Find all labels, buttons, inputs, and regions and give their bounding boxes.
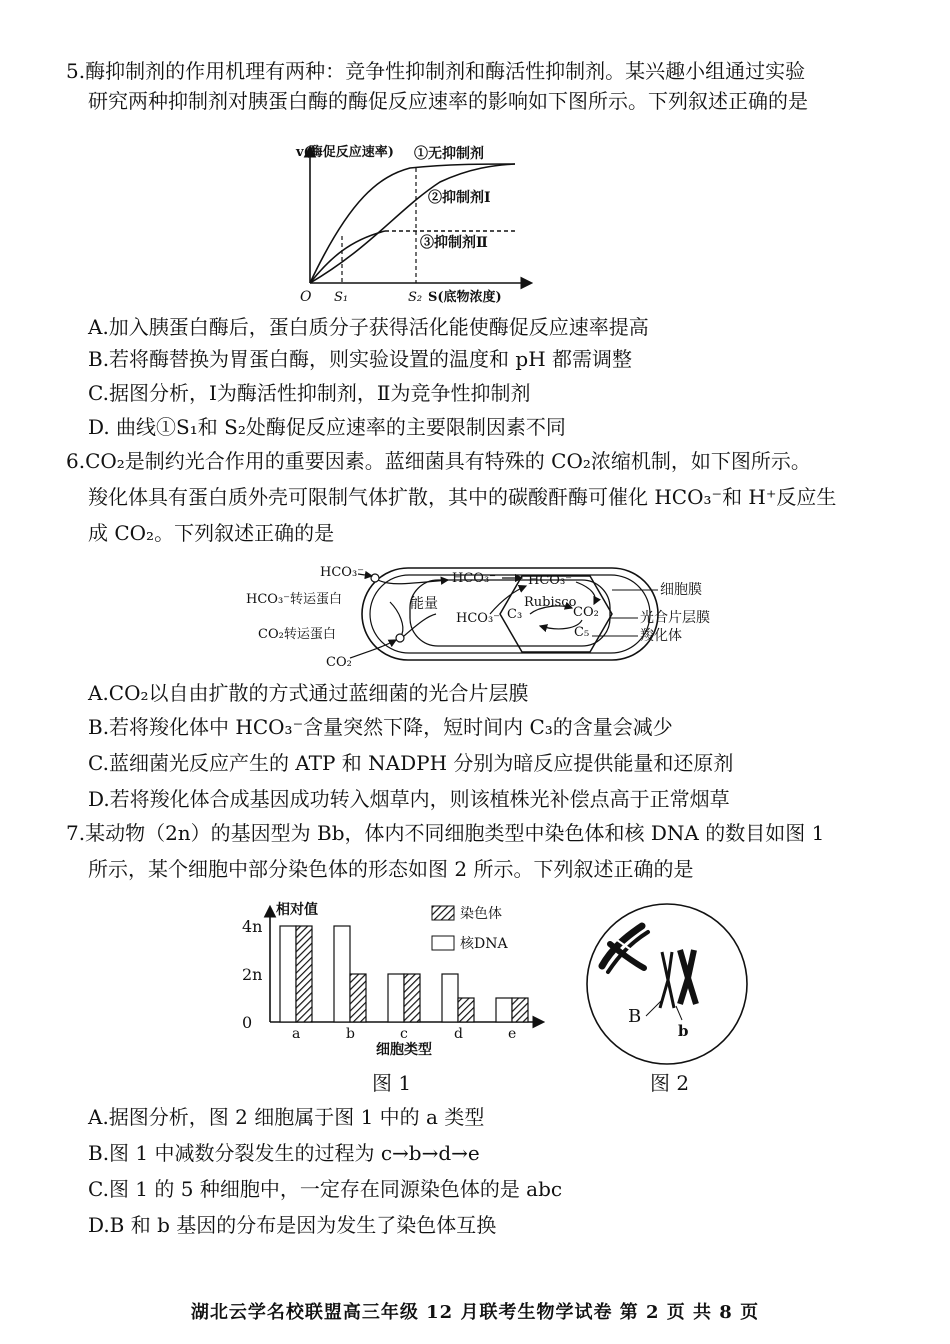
co2-outside: CO₂ bbox=[326, 655, 352, 670]
fig1-category-label-d: d bbox=[454, 1026, 463, 1042]
page-footer: 湖北云学名校联盟高三年级 12 月联考生物学试卷 第 2 页 共 8 页 bbox=[190, 1302, 760, 1323]
q6-stem-line1: 6.CO₂是制约光合作用的重要因素。蓝细菌具有特殊的 CO₂浓缩机制，如下图所示。 bbox=[66, 449, 811, 473]
q5-option-a: A.加入胰蛋白酶后，蛋白质分子获得活化能使酶促反应速率提高 bbox=[88, 315, 649, 339]
label-curve1: ①无抑制剂 bbox=[414, 146, 484, 162]
bar-dna-a bbox=[280, 926, 296, 1022]
hco3-thylakoid: HCO₃⁻ bbox=[456, 611, 501, 626]
q6-option-a: A.CO₂以自由扩散的方式通过蓝细菌的光合片层膜 bbox=[88, 681, 529, 705]
bar-dna-b bbox=[334, 926, 350, 1022]
q5-stem-line1: 5.酶抑制剂的作用机理有两种：竞争性抑制剂和酶活性抑制剂。某兴趣小组通过实验 bbox=[66, 59, 806, 83]
fig2-caption: 图 2 bbox=[650, 1071, 690, 1095]
q6-option-c: C.蓝细菌光反应产生的 ATP 和 NADPH 分别为暗反应提供能量和还原剂 bbox=[88, 751, 734, 775]
q7-option-d: D.B 和 b 基因的分布是因为发生了染色体互换 bbox=[88, 1213, 497, 1237]
energy-label: 能量 bbox=[410, 596, 438, 612]
label-curve2: ②抑制剂Ⅰ bbox=[428, 190, 491, 206]
bar-dna-c bbox=[388, 974, 404, 1022]
q7-figure1-bar-chart bbox=[236, 898, 566, 1060]
fig1-x-label: 细胞类型 bbox=[376, 1042, 432, 1058]
q7-stem-line1: 7.某动物（2n）的基因型为 Bb，体内不同细胞类型中染色体和核 DNA 的数目如图 1 bbox=[66, 821, 825, 845]
q7-option-a: A.据图分析，图 2 细胞属于图 1 中的 a 类型 bbox=[88, 1105, 485, 1129]
s1-label: S₁ bbox=[334, 290, 349, 305]
fig1-category-label-e: e bbox=[508, 1026, 517, 1042]
q6-stem-line3: 成 CO₂。下列叙述正确的是 bbox=[88, 521, 335, 545]
bar-chromosome-e bbox=[512, 998, 528, 1022]
q6-co2-concentration-diagram bbox=[240, 556, 730, 674]
q7-stem-line2: 所示，某个细胞中部分染色体的形态如图 2 所示。下列叙述正确的是 bbox=[88, 857, 694, 881]
hco3-transporter bbox=[371, 574, 379, 582]
legend-label-chromosome: 染色体 bbox=[460, 906, 502, 922]
legend-swatch-dna bbox=[432, 936, 454, 950]
fig1-y-label: 相对值 bbox=[276, 902, 318, 918]
cell-membrane-label: 细胞膜 bbox=[660, 582, 702, 598]
q5-stem-line2: 研究两种抑制剂对胰蛋白酶的酶促反应速率的影响如下图所示。下列叙述正确的是 bbox=[88, 89, 808, 113]
q5-option-b: B.若将酶替换为胃蛋白酶，则实验设置的温度和 pH 都需调整 bbox=[88, 347, 633, 371]
curve-no-inhibitor bbox=[310, 164, 515, 283]
q7-option-c: C.图 1 的 5 种细胞中，一定存在同源染色体的是 abc bbox=[88, 1177, 563, 1201]
q5-y-label: v(酶促反应速率) bbox=[296, 145, 394, 160]
gene-b-label: b bbox=[678, 1022, 689, 1040]
q7-figure2-cell bbox=[572, 896, 762, 1066]
q6-stem-line2: 羧化体具有蛋白质外壳可限制气体扩散，其中的碳酸酐酶可催化 HCO₃⁻和 H⁺反应生 bbox=[88, 485, 837, 509]
rubisco-label: Rubisco bbox=[524, 595, 577, 610]
homologous-pair-left bbox=[602, 926, 650, 972]
hco3-carboxysome: HCO₃⁻ bbox=[528, 573, 573, 588]
hco3-outside: HCO₃⁻ bbox=[320, 565, 365, 580]
q7-option-b: B.图 1 中减数分裂发生的过程为 c→b→d→e bbox=[88, 1141, 480, 1165]
q5-enzyme-rate-graph bbox=[290, 138, 550, 310]
carboxysome-label: 羧化体 bbox=[640, 628, 682, 644]
chromosome-b bbox=[680, 950, 696, 1004]
co2-transporter bbox=[396, 634, 404, 642]
s2-label: S₂ bbox=[408, 290, 423, 305]
fig1-caption: 图 1 bbox=[372, 1071, 412, 1095]
label-curve3: ③抑制剂Ⅱ bbox=[420, 235, 488, 251]
co2-transporter-label: CO₂转运蛋白 bbox=[258, 627, 336, 642]
fig1-category-label-c: c bbox=[400, 1026, 408, 1042]
c3-label: C₃ bbox=[507, 607, 523, 622]
bar-chromosome-a bbox=[296, 926, 312, 1022]
fig1-y-tick-label: 4n bbox=[242, 917, 263, 936]
bar-dna-d bbox=[442, 974, 458, 1022]
legend-swatch-chromosome bbox=[432, 906, 454, 920]
chromosome-B bbox=[660, 952, 674, 1008]
q6-option-d: D.若将羧化体合成基因成功转入烟草内，则该植株光补偿点高于正常烟草 bbox=[88, 787, 730, 811]
bar-dna-e bbox=[496, 998, 512, 1022]
hco3-transporter-label: HCO₃⁻转运蛋白 bbox=[246, 592, 343, 607]
origin-label: O bbox=[300, 289, 312, 305]
q5-option-d: D. 曲线①S₁和 S₂处酶促反应速率的主要限制因素不同 bbox=[88, 415, 566, 439]
fig1-category-label-b: b bbox=[346, 1026, 355, 1042]
bar-chromosome-b bbox=[350, 974, 366, 1022]
bar-chromosome-c bbox=[404, 974, 420, 1022]
q6-option-b: B.若将羧化体中 HCO₃⁻含量突然下降，短时间内 C₃的含量会减少 bbox=[88, 715, 673, 739]
bar-chromosome-d bbox=[458, 998, 474, 1022]
q5-option-c: C.据图分析，Ⅰ为酶活性抑制剂，Ⅱ为竞争性抑制剂 bbox=[88, 381, 531, 405]
gene-B-label: B bbox=[628, 1006, 642, 1027]
hco3-cytoplasm: HCO₃⁻ bbox=[452, 571, 497, 586]
c5-label: C₅ bbox=[574, 625, 590, 640]
fig1-category-label-a: a bbox=[292, 1026, 301, 1042]
fig1-y-tick-label: 2n bbox=[242, 965, 263, 984]
legend-label-dna: 核DNA bbox=[460, 936, 508, 952]
q5-x-label: S(底物浓度) bbox=[428, 290, 502, 305]
curve-inhibitor-1 bbox=[310, 164, 515, 283]
co2-carboxysome: CO₂ bbox=[573, 605, 599, 620]
thylakoid-label: 光合片层膜 bbox=[640, 610, 710, 626]
fig1-y-tick-label: 0 bbox=[242, 1013, 253, 1032]
